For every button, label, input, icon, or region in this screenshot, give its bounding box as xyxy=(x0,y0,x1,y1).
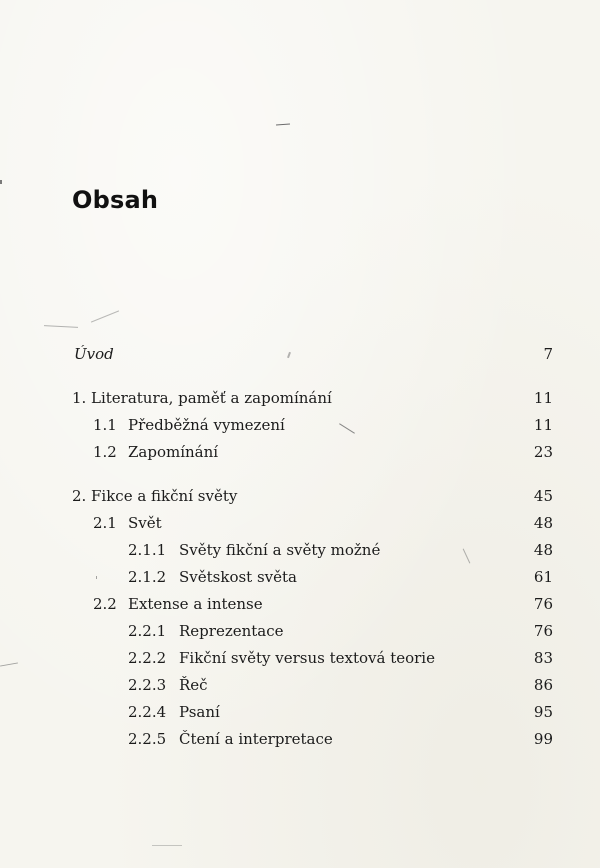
toc-entry-2-2-3 xyxy=(0,674,600,696)
toc-entry-number: 2.2 xyxy=(93,595,117,613)
toc-entry-title: Fikční světy versus textová teorie xyxy=(179,649,435,667)
toc-entry-2-2 xyxy=(0,593,600,615)
toc-entry-title: Světy fikční a světy možné xyxy=(179,541,381,559)
toc-entry-uvod xyxy=(0,343,600,365)
toc-entry-title: Zapomínání xyxy=(128,443,219,461)
toc-entry-page: 95 xyxy=(533,703,553,721)
toc-entry-2-2-4 xyxy=(0,701,600,723)
toc-entry-title: Světskost světa xyxy=(179,568,297,586)
toc-entry-title: Úvod xyxy=(74,345,114,363)
toc-entry-title: Reprezentace xyxy=(179,622,284,640)
toc-entry-1-1 xyxy=(0,414,600,436)
toc-entry-page: 76 xyxy=(533,595,553,613)
paper-speck xyxy=(276,124,290,126)
toc-entry-page: 7 xyxy=(543,345,553,363)
paper-speck xyxy=(44,325,78,328)
toc-entry-page: 76 xyxy=(533,622,553,640)
toc-entry-number: 1.2 xyxy=(93,443,117,461)
toc-entry-2 xyxy=(0,485,600,507)
toc-entry-page: 48 xyxy=(533,514,553,532)
toc-entry-title: Psaní xyxy=(179,703,220,721)
toc-entry-title: Svět xyxy=(128,514,162,532)
toc-entry-page: 11 xyxy=(533,416,553,434)
toc-entry-page: 23 xyxy=(533,443,553,461)
toc-entry-page: 11 xyxy=(533,389,553,407)
toc-entry-page: 99 xyxy=(533,730,553,748)
paper-speck xyxy=(0,180,2,184)
toc-entry-number: 2. xyxy=(72,487,87,505)
toc-entry-page: 86 xyxy=(533,676,553,694)
toc-entry-title: Literatura, paměť a zapomínání xyxy=(91,389,332,407)
toc-entry-number: 2.1 xyxy=(93,514,117,532)
toc-entry-title: Extense a intense xyxy=(128,595,263,613)
toc-entry-title: Předběžná vymezení xyxy=(128,416,285,434)
toc-entry-number: 2.2.4 xyxy=(128,703,167,721)
toc-entry-number: 1.1 xyxy=(93,416,117,434)
toc-entry-number: 2.2.2 xyxy=(128,649,167,667)
toc-entry-page: 45 xyxy=(533,487,553,505)
page-title: Obsah xyxy=(72,186,159,214)
toc-entry-number: 2.1.1 xyxy=(128,541,167,559)
toc-entry-number: 2.2.5 xyxy=(128,730,167,748)
toc-entry-title: Fikce a fikční světy xyxy=(91,487,238,505)
toc-entry-1 xyxy=(0,387,600,409)
toc-entry-title: Čtení a interpretace xyxy=(179,730,333,748)
toc-entry-2-1-1 xyxy=(0,539,600,561)
toc-entry-page: 83 xyxy=(533,649,553,667)
paper-speck xyxy=(91,310,119,322)
toc-entry-page: 48 xyxy=(533,541,553,559)
toc-entry-number: 2.1.2 xyxy=(128,568,167,586)
toc-entry-2-2-1 xyxy=(0,620,600,642)
toc-entry-page: 61 xyxy=(533,568,553,586)
paper-speck xyxy=(96,576,97,579)
toc-entry-1-2 xyxy=(0,441,600,463)
toc-entry-number: 2.2.3 xyxy=(128,676,167,694)
toc-entry-2-2-5 xyxy=(0,728,600,750)
toc-entry-number: 1. xyxy=(72,389,87,407)
toc-entry-2-2-2 xyxy=(0,647,600,669)
toc-entry-number: 2.2.1 xyxy=(128,622,167,640)
toc-entry-2-1 xyxy=(0,512,600,534)
paper-speck xyxy=(152,845,182,846)
toc-entry-title: Řeč xyxy=(179,676,208,694)
toc-entry-2-1-2 xyxy=(0,566,600,588)
